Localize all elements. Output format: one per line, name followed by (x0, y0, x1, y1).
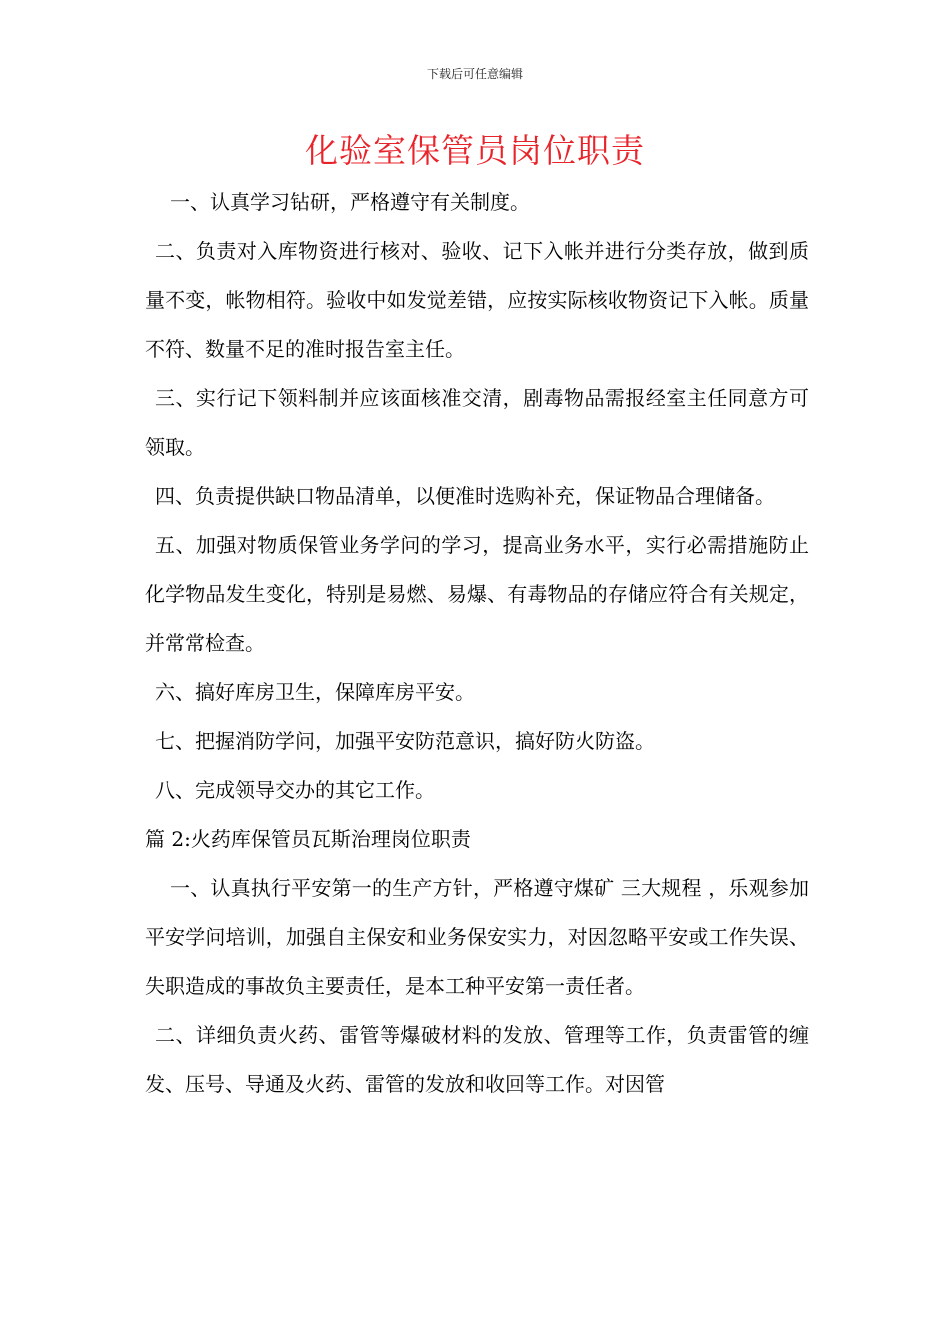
document-body (145, 178, 809, 1109)
paragraph-4: 四、负责提供缺口物品清单，以便准时选购补充，保证物品合理储备。 (155, 484, 775, 508)
paragraph-1: 一、认真学习钻研，严格遵守有关制度。 (170, 190, 530, 214)
paragraph-7: 七、把握消防学问，加强平安防范意识，搞好防火防盗。 (155, 729, 655, 753)
paragraph-5: 五、加强对物质保管业务学问的学习，提高业务水平，实行必需措施防止化学物品发生变化，特别是易燃、易爆、有毒物品的存储应符合有关规定，并常常检查。 (145, 533, 809, 655)
document-title: 化验室保管员岗位职责 (305, 131, 645, 170)
paragraph-3: 三、实行记下领料制并应该面核准交清，剧毒物品需报经室主任同意方可领取。 (145, 386, 809, 459)
paragraph-10: 二、详细负责火药、雷管等爆破材料的发放、管理等工作，负责雷管的缠发、压号、导通及火药、雷管的发放和收回等工作。对因管 (145, 1023, 809, 1096)
paragraph-6: 六、搞好库房卫生，保障库房平安。 (155, 680, 475, 704)
paragraph-8: 八、完成领导交办的其它工作。 (155, 778, 435, 802)
paragraph-2: 二、负责对入库物资进行核对、验收、记下入帐并进行分类存放，做到质量不变，帐物相符。验收中如发觉差错，应按实际核收物资记下入帐。质量不符、数量不足的准时报告室主任。 (145, 239, 809, 361)
paragraph-9: 一、认真执行平安第一的生产方针，严格遵守煤矿 三大规程 ，乐观参加平安学问培训，加强自主保安和业务保安实力，对因忽略平安或工作失误、失职造成的事故负主要责任，是本工种平安第一责任者。 (145, 876, 809, 998)
header-note: 下载后可任意编辑 (426, 67, 523, 81)
section-heading: 篇 2:火药库保管员瓦斯治理岗位职责 (145, 827, 471, 851)
